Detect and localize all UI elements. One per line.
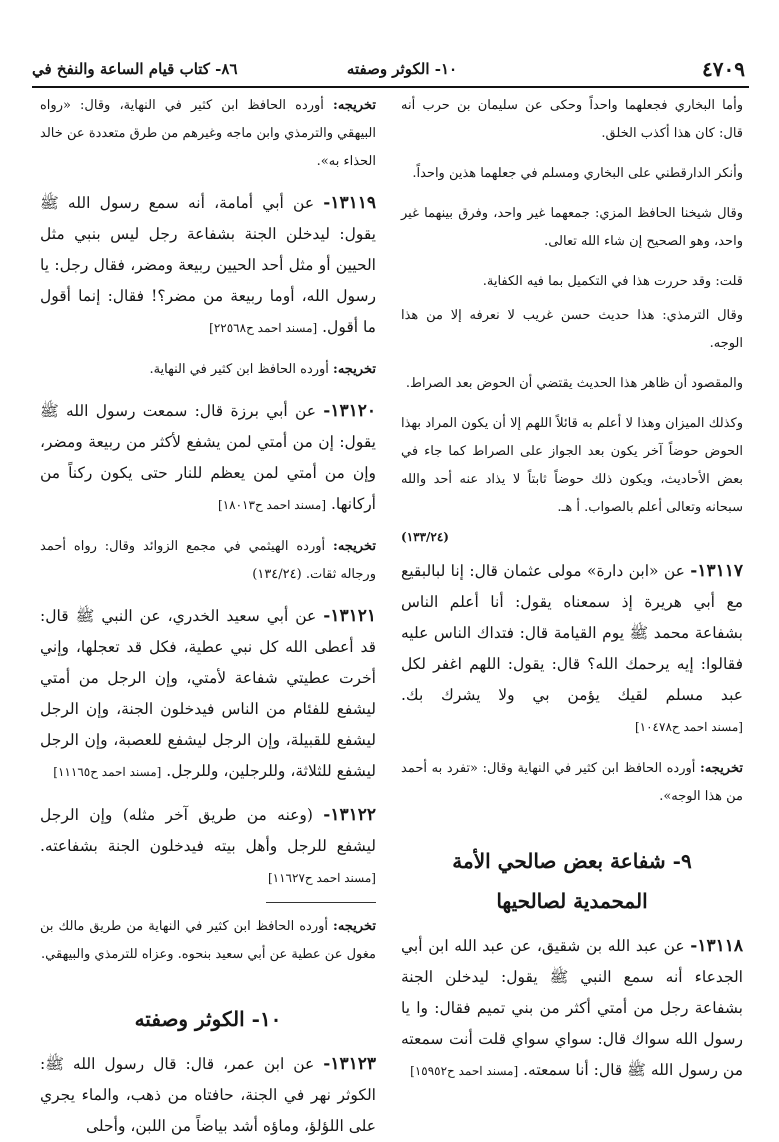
paragraph: وقال الترمذي: هذا حديث حسن غريب لا نعرفه إلا من هذا الوجه. (401, 308, 743, 351)
hadith-text: عن أبي سعيد الخدري، عن النبي ﷺ قال: قد أعطى الله كل نبي عطية، فكل قد تعجلها، وإني أخرت عطيتي شفاعة لأمتي، وإن الرجل من أمتي ليشفع للفئام من الناس فيدخلون الجنة، وإن الرجل ليشفع للقبيلة، وإن الرجل ليشفع للعصبة، وإن الرجل ليشفع للثلاثة، وللرجلين، وللرجل. (40, 607, 376, 780)
folio-reference: (١٣٣/٢٤) (401, 530, 449, 544)
paragraph: وكذلك الميزان وهذا لا أعلم به قائلاً اللهم إلا أن يكون المراد بهذا الحوض حوضاً آخر يكون بعد الجواز على الصراط كما جاء في بعض الأحاديث، ويكون ذلك حوضاً ثابتاً لا يذاد عنه أحد والله سبحانه وتعالى أعلم بالصواب. أ هـ. (401, 416, 743, 515)
right-column (401, 92, 743, 1118)
hadith-13119 (40, 188, 376, 344)
hadith-reference: [مسند احمد ح١١١٦٥] (53, 765, 162, 779)
hadith-reference: [مسند احمد ح١١٦٢٧] (267, 871, 376, 885)
hadith-number: ١٣١٢٠- (323, 401, 376, 421)
hadith-number: ١٣١١٨- (690, 936, 743, 956)
takhrij-note (401, 755, 743, 811)
hadith-13120 (40, 396, 376, 521)
hadith-text: (وعنه من طريق آخر مثله) وإن الرجل ليشفع للرجل وأهل بيته فيدخلون الجنة بشفاعته. (40, 806, 376, 855)
hadith-reference: [مسند احمد ح١٨٠١٣] (218, 498, 327, 512)
takhrij-note (40, 533, 376, 589)
hadith-number: ١٣١١٩- (323, 193, 376, 213)
takhrij-text: أورده الحافظ ابن كثير في النهاية. (149, 362, 334, 377)
section-heading-line1: ٩- شفاعة بعض صالحي الأمة (452, 849, 692, 873)
section-heading (401, 841, 743, 921)
takhrij-note (40, 356, 376, 384)
section-heading-line2: المحمدية لصالحيها (496, 889, 648, 913)
hadith-13121 (40, 601, 376, 788)
hadith-number: ١٣١٢٣- (323, 1054, 376, 1074)
hadith-number: ١٣١١٧- (690, 561, 743, 581)
takhrij-text: أورده الحافظ ابن كثير في النهاية وقال: «تفرد به أحمد من هذا الوجه». (401, 761, 743, 804)
hadith-reference: [مسند احمد ح١٥٩٥٢] (410, 1064, 519, 1078)
hadith-text: عن عبد الله بن شقيق، عن عبد الله ابن أبي الجدعاء أنه سمع النبي ﷺ يقول: ليدخلن الجنة بشفاعة رجل من أمتي أكثر من بني تميم فقال: وا يا رسول الله سواك قال: سواي سواي قلت أنت سمعته من رسول الله ﷺ قال: أنا سمعته. (401, 937, 743, 1079)
paragraph: وأما البخاري فجعلهما واحداً وحكى عن سليمان بن حرب أنه قال: كان هذا أكذب الخلق. (401, 98, 743, 141)
takhrij-label: تخريجه: (333, 98, 376, 113)
hadith-reference: [مسند احمد ح٢٢٥٦٨] (209, 321, 318, 335)
takhrij-label: تخريجه: (333, 362, 376, 377)
takhrij-label: تخريجه: (700, 761, 743, 776)
takhrij-text: أورده الحافظ ابن كثير في النهاية، وقال: «رواه البيهقي والترمذي وابن ماجه وغيرهم من طرق متعددة عن خالد الحذاء به». (40, 98, 376, 169)
header-section-title: ١٠- الكوثر وصفته (346, 60, 458, 78)
paragraph: وقال شيخنا الحافظ المزي: جمعهما غير واحد، وفرق بينهما غير واحد، وهو الصحيح إن شاء الله تعالى. (401, 206, 743, 249)
takhrij-text: أورده الهيثمي في مجمع الزوائد وقال: رواه أحمد ورجاله ثقات. (١٣٤/٢٤) (40, 539, 376, 582)
hadith-13118 (401, 931, 743, 1087)
hadith-text: عن أبي برزة قال: سمعت رسول الله ﷺ يقول: إن من أمتي لمن يشفع لأكثر من ربيعة ومضر، وإن من أمتي لمن يعظم للنار حتى يكون ركناً من أركانها. (40, 402, 376, 513)
hadith-13122 (40, 800, 376, 894)
hadith-text: عن أبي أمامة، أنه سمع رسول الله ﷺ يقول: ليدخلن الجنة بشفاعة رجل ليس بنبي مثل الحيين أو مثل أحد الحيين ربيعة ومضر، فقال رجل: يا رسول الله، أوما ربيعة من مضر؟! فقال: إنما أقول ما أقول. (40, 194, 376, 336)
paragraph: وأنكر الدارقطني على البخاري ومسلم في جعلهما هذين واحداً. (412, 166, 743, 181)
header-book-title: ٨٦- كتاب قيام الساعة والنفخ في (32, 60, 238, 78)
section-heading: ١٠- الكوثر وصفته (134, 1007, 282, 1031)
left-column (40, 92, 376, 1135)
hadith-13117 (401, 556, 743, 743)
paragraph: قلت: وقد حررت هذا في التكميل بما فيه الكفاية. (482, 274, 743, 289)
paragraph: والمقصود أن ظاهر هذا الحديث يقتضي أن الحوض بعد الصراط. (405, 376, 743, 391)
hadith-text: عن «ابن دارة» مولى عثمان قال: إنا لبالبقيع مع أبي هريرة إذ سمعناه يقول: أنا أعلم الناس بشفاعة محمد ﷺ يوم القيامة قال: فتداك الناس عليه فقالوا: إيه يرحمك الله؟ قال: يقول: اللهم اغفر لكل عبد مسلم لقيك يؤمن بي ولا يشرك بك. (401, 562, 743, 704)
running-header (32, 56, 749, 88)
takhrij-label: تخريجه: (333, 539, 376, 554)
takhrij-note (40, 92, 376, 176)
page-number: ٤٧٠٩ (702, 57, 745, 81)
hadith-text: عن ابن عمر، قال: قال رسول الله ﷺ: الكوثر نهر في الجنة، حافتاه من ذهب، والماء يجري على اللؤلؤ، وماؤه أشد بياضاً من اللبن، وأحلى (40, 1055, 376, 1135)
takhrij-text: أورده الحافظ ابن كثير في النهاية من طريق مالك بن مغول عن عطية عن أبي سعيد بنحوه. وعزاه للترمذي والبيهقي. (40, 919, 376, 962)
hadith-number: ١٣١٢٢- (323, 805, 376, 825)
footnote-divider (266, 902, 376, 903)
hadith-number: ١٣١٢١- (323, 606, 376, 626)
hadith-reference: [مسند احمد ح١٠٤٧٨] (634, 720, 743, 734)
takhrij-label: تخريجه: (333, 919, 376, 934)
takhrij-note (40, 913, 376, 969)
hadith-13123 (40, 1049, 376, 1142)
